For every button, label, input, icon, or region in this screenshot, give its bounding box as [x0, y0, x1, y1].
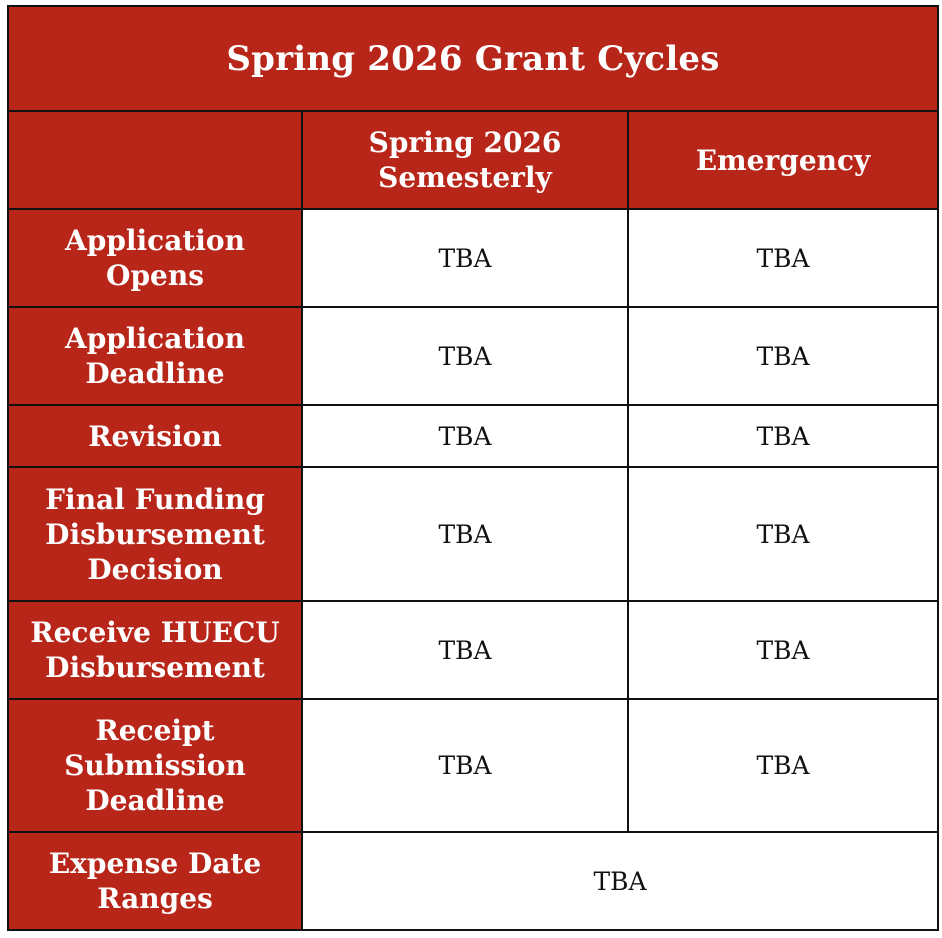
table-cell: TBA — [628, 209, 938, 307]
table-row — [8, 601, 938, 699]
table-cell: TBA — [302, 209, 628, 307]
table-cell: TBA — [302, 601, 628, 699]
table-cell: TBA — [628, 307, 938, 405]
table-row — [8, 209, 938, 307]
table-row — [8, 699, 938, 832]
table-cell: TBA — [628, 601, 938, 699]
row-label-expense-date-ranges: Expense Date Ranges — [8, 832, 302, 930]
table-row — [8, 832, 938, 930]
row-label-application-opens: Application Opens — [8, 209, 302, 307]
table-cell: TBA — [628, 405, 938, 467]
table-cell: TBA — [628, 699, 938, 832]
table-row — [8, 405, 938, 467]
row-label-receive-huecu-disbursement: Receive HUECU Disbursement — [8, 601, 302, 699]
table-cell: TBA — [302, 405, 628, 467]
table-row — [8, 467, 938, 601]
table-cell: TBA — [302, 467, 628, 601]
grant-cycles-table — [7, 5, 939, 931]
table-cell: TBA — [302, 699, 628, 832]
row-label-revision: Revision — [8, 405, 302, 467]
column-header-semesterly: Spring 2026 Semesterly — [302, 111, 628, 209]
title-row — [8, 6, 938, 111]
table-cell: TBA — [628, 467, 938, 601]
row-label-final-funding-decision: Final Funding Disbursement Decision — [8, 467, 302, 601]
row-label-application-deadline: Application Deadline — [8, 307, 302, 405]
corner-header — [8, 111, 302, 209]
header-row — [8, 111, 938, 209]
table-title: Spring 2026 Grant Cycles — [8, 6, 938, 111]
row-label-receipt-submission-deadline: Receipt Submission Deadline — [8, 699, 302, 832]
column-header-emergency: Emergency — [628, 111, 938, 209]
merged-table-cell: TBA — [302, 832, 938, 930]
table-row — [8, 307, 938, 405]
table-cell: TBA — [302, 307, 628, 405]
